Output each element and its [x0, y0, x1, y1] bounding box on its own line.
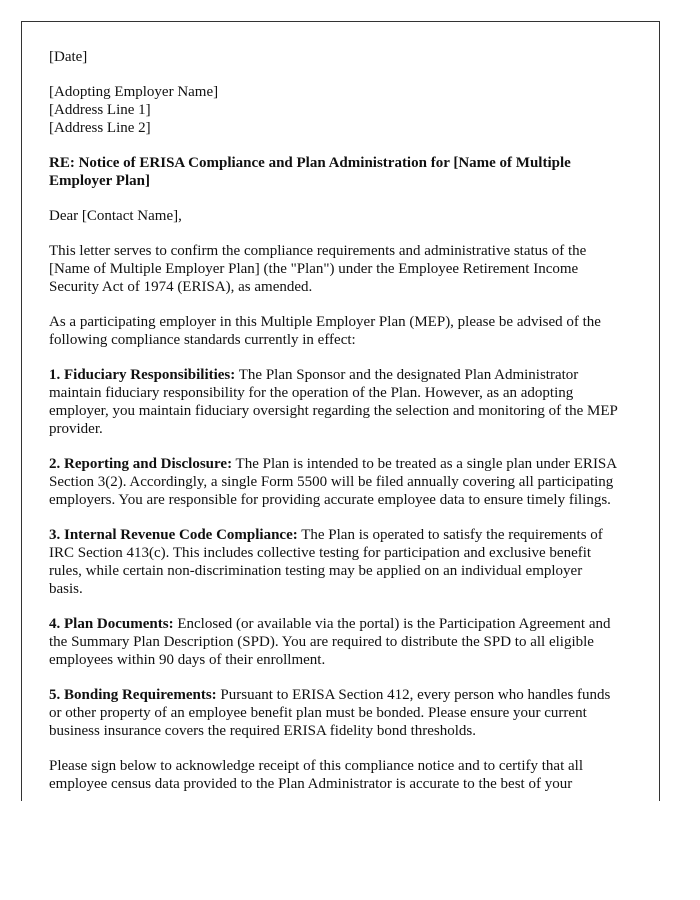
- item-text: The Plan Sponsor and the designated Plan Administrator maintain fiduciary responsibility for the operation of the Plan. However, as an adopting employer, you maintain fiduciary oversight regarding the selection and monitoring of the MEP provider.: [49, 367, 618, 437]
- item-title: 3. Internal Revenue Code Compliance:: [49, 527, 298, 543]
- salutation: Dear [Contact Name],: [49, 208, 182, 224]
- closing-paragraph: Please sign below to acknowledge receipt of this compliance notice and to certify that all employee census data provided to the Plan Administrator is accurate to the best of your: [49, 758, 583, 792]
- item-text: Pursuant to ERISA Section 412, every person who handles funds or other property of an employee benefit plan must be bonded. Please ensure your current business insurance covers the required ERISA fidelity bond thresholds.: [49, 687, 611, 739]
- intro-paragraph: This letter serves to confirm the compliance requirements and administrative status of the [Name of Multiple Employer Plan] (the "Plan") under the Employee Retirement Income Security Act of 1974 (ERISA), as amended.: [49, 243, 587, 295]
- letter-page: [21, 21, 660, 801]
- item-title: 2. Reporting and Disclosure:: [49, 456, 233, 472]
- subject-line: RE: Notice of ERISA Compliance and Plan Administration for [Name of Multiple Employer Plan]: [49, 155, 571, 189]
- item-fiduciary: [49, 366, 619, 438]
- address-line-2: [Address Line 2]: [49, 120, 151, 136]
- item-text: Enclosed (or available via the portal) is the Participation Agreement and the Summary Plan Description (SPD). You are required to distribute the SPD to all eligible employees within 90 days of their enrollment.: [49, 616, 611, 668]
- letter-date: [Date]: [49, 49, 88, 65]
- item-text: The Plan is operated to satisfy the requirements of IRC Section 413(c). This includes collective testing for participation and exclusive benefit rules, while certain non-discrimination testing may be applied on an individual employer basis.: [49, 527, 603, 597]
- lead-paragraph: As a participating employer in this Multiple Employer Plan (MEP), please be advised of the following compliance standards currently in effect:: [49, 314, 601, 348]
- item-title: 5. Bonding Requirements:: [49, 687, 217, 703]
- item-bonding: [49, 686, 619, 740]
- item-title: 4. Plan Documents:: [49, 616, 174, 632]
- item-title: 1. Fiduciary Responsibilities:: [49, 367, 236, 383]
- item-text: The Plan is intended to be treated as a single plan under ERISA Section 3(2). Accordingly, a single Form 5500 will be filed annually covering all participating employers. You are responsible for providing accurate employee data to ensure timely filings.: [49, 456, 617, 508]
- item-reporting: [49, 455, 619, 509]
- recipient-name: [Adopting Employer Name]: [49, 84, 219, 100]
- item-plan-documents: [49, 615, 619, 669]
- recipient-address: [49, 83, 619, 137]
- address-line-1: [Address Line 1]: [49, 102, 151, 118]
- item-irc: [49, 526, 619, 598]
